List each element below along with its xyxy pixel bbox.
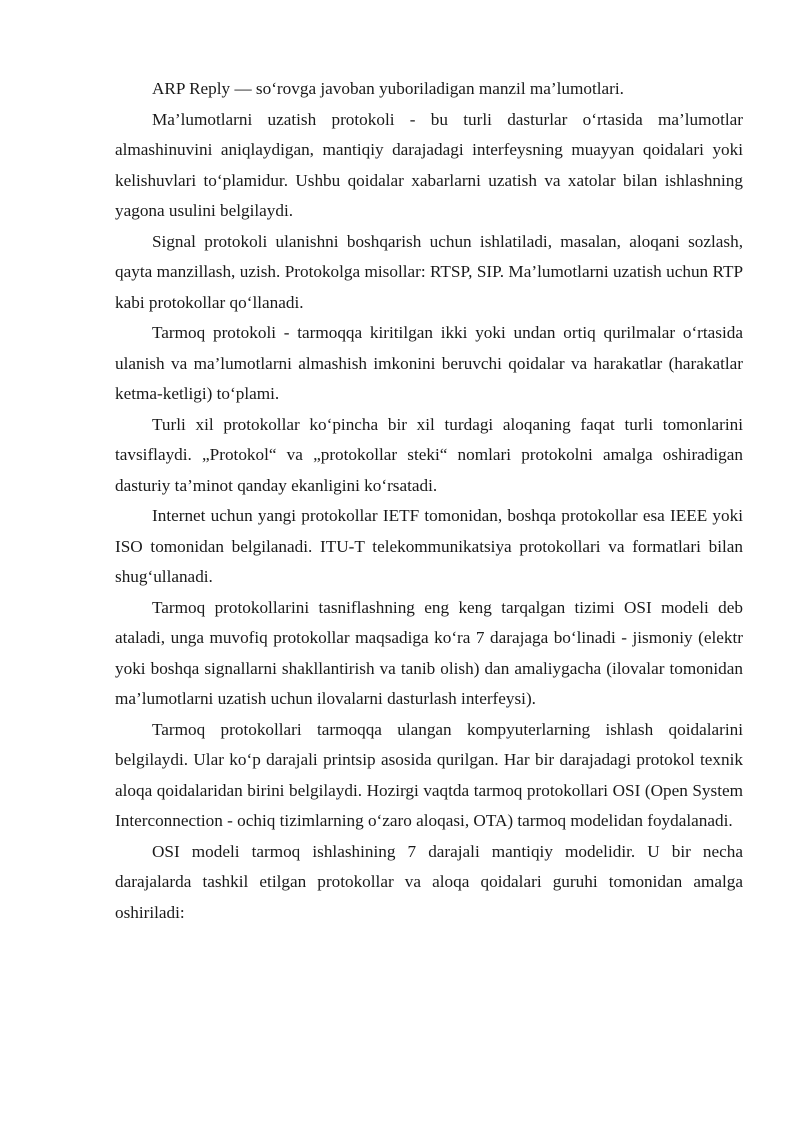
document-page [115,74,743,928]
paragraph-osi-classification: Tarmoq protokollarini tasniflashning eng keng tarqalgan tizimi OSI modeli deb ataladi, unga muvofiq protokollar maqsadiga ko‘ra 7 darajaga bo‘linadi - jismoniy (elektr yoki boshqa signallarni shakllantirish va tanib olish) dan amaliygacha (ilovalar tomonidan ma’lumotlarni uzatish uchun ilovalarni dasturlash interfeysi). [115,597,743,708]
paragraph-data-transfer-protocol: Ma’lumotlarni uzatish protokoli - bu turli dasturlar o‘rtasida ma’lumotlar almashinuvini aniqlaydigan, mantiqiy darajadagi interfeysning muayyan qoidalari yoki kelishuvlari to‘plamidur. Ushbu qoidalar xabarlarni uzatish va xatolar bilan ishlashning yagona usulini belgilaydi. [115,109,743,220]
paragraph-osi-model: OSI modeli tarmoq ishlashining 7 darajali mantiqiy modelidir. U bir necha darajalarda tashkil etilgan protokollar va aloqa qoidalari guruhi tomonidan amalga oshiriladi: [115,841,743,922]
paragraph-arp-reply: ARP Reply — so‘rovga javoban yuboriladigan manzil ma’lumotlari. [152,79,624,98]
paragraph-internet-protocols: Internet uchun yangi protokollar IETF tomonidan, boshqa protokollar esa IEEE yoki ISO tomonidan belgilanadi. ITU-T telekommunikatsiya protokollari va formatlari bilan shug‘ullanadi. [115,506,743,586]
paragraph-network-protocol: Tarmoq protokoli - tarmoqqa kiritilgan ikki yoki undan ortiq qurilmalar o‘rtasida ulanish va ma’lumotlarni almashish imkonini beruvchi qoidalar va harakatlar (harakatlar ketma-ketligi) to‘plami. [115,323,743,403]
paragraph-signal-protocol: Signal protokoli ulanishni boshqarish uchun ishlatiladi, masalan, aloqani sozlash, qayta manzillash, uzish. Protokolga misollar: RTSP, SIP. Ma’lumotlarni uzatish uchun RTP kabi protokollar qo‘llanadi. [115,231,743,312]
paragraph-protocol-types: Turli xil protokollar ko‘pincha bir xil turdagi aloqaning faqat turli tomonlarini tavsiflaydi. „Protokol“ va „protokollar steki“ nomlari protokolni amalga oshiradigan dasturiy ta’minot qanday ekanligini ko‘rsatadi. [115,414,743,495]
paragraph-network-protocol-rules: Tarmoq protokollari tarmoqqa ulangan kompyuterlarning ishlash qoidalarini belgilaydi. Ular ko‘p darajali printsip asosida qurilgan. Har bir darajadagi protokol texnik aloqa qoidalaridan birini belgilaydi. Hozirgi vaqtda tarmoq protokollari OSI (Open System Interconnection - ochiq tizimlarning o‘zaro aloqasi, OTA) tarmoq modelidan foydalanadi. [115,719,743,830]
